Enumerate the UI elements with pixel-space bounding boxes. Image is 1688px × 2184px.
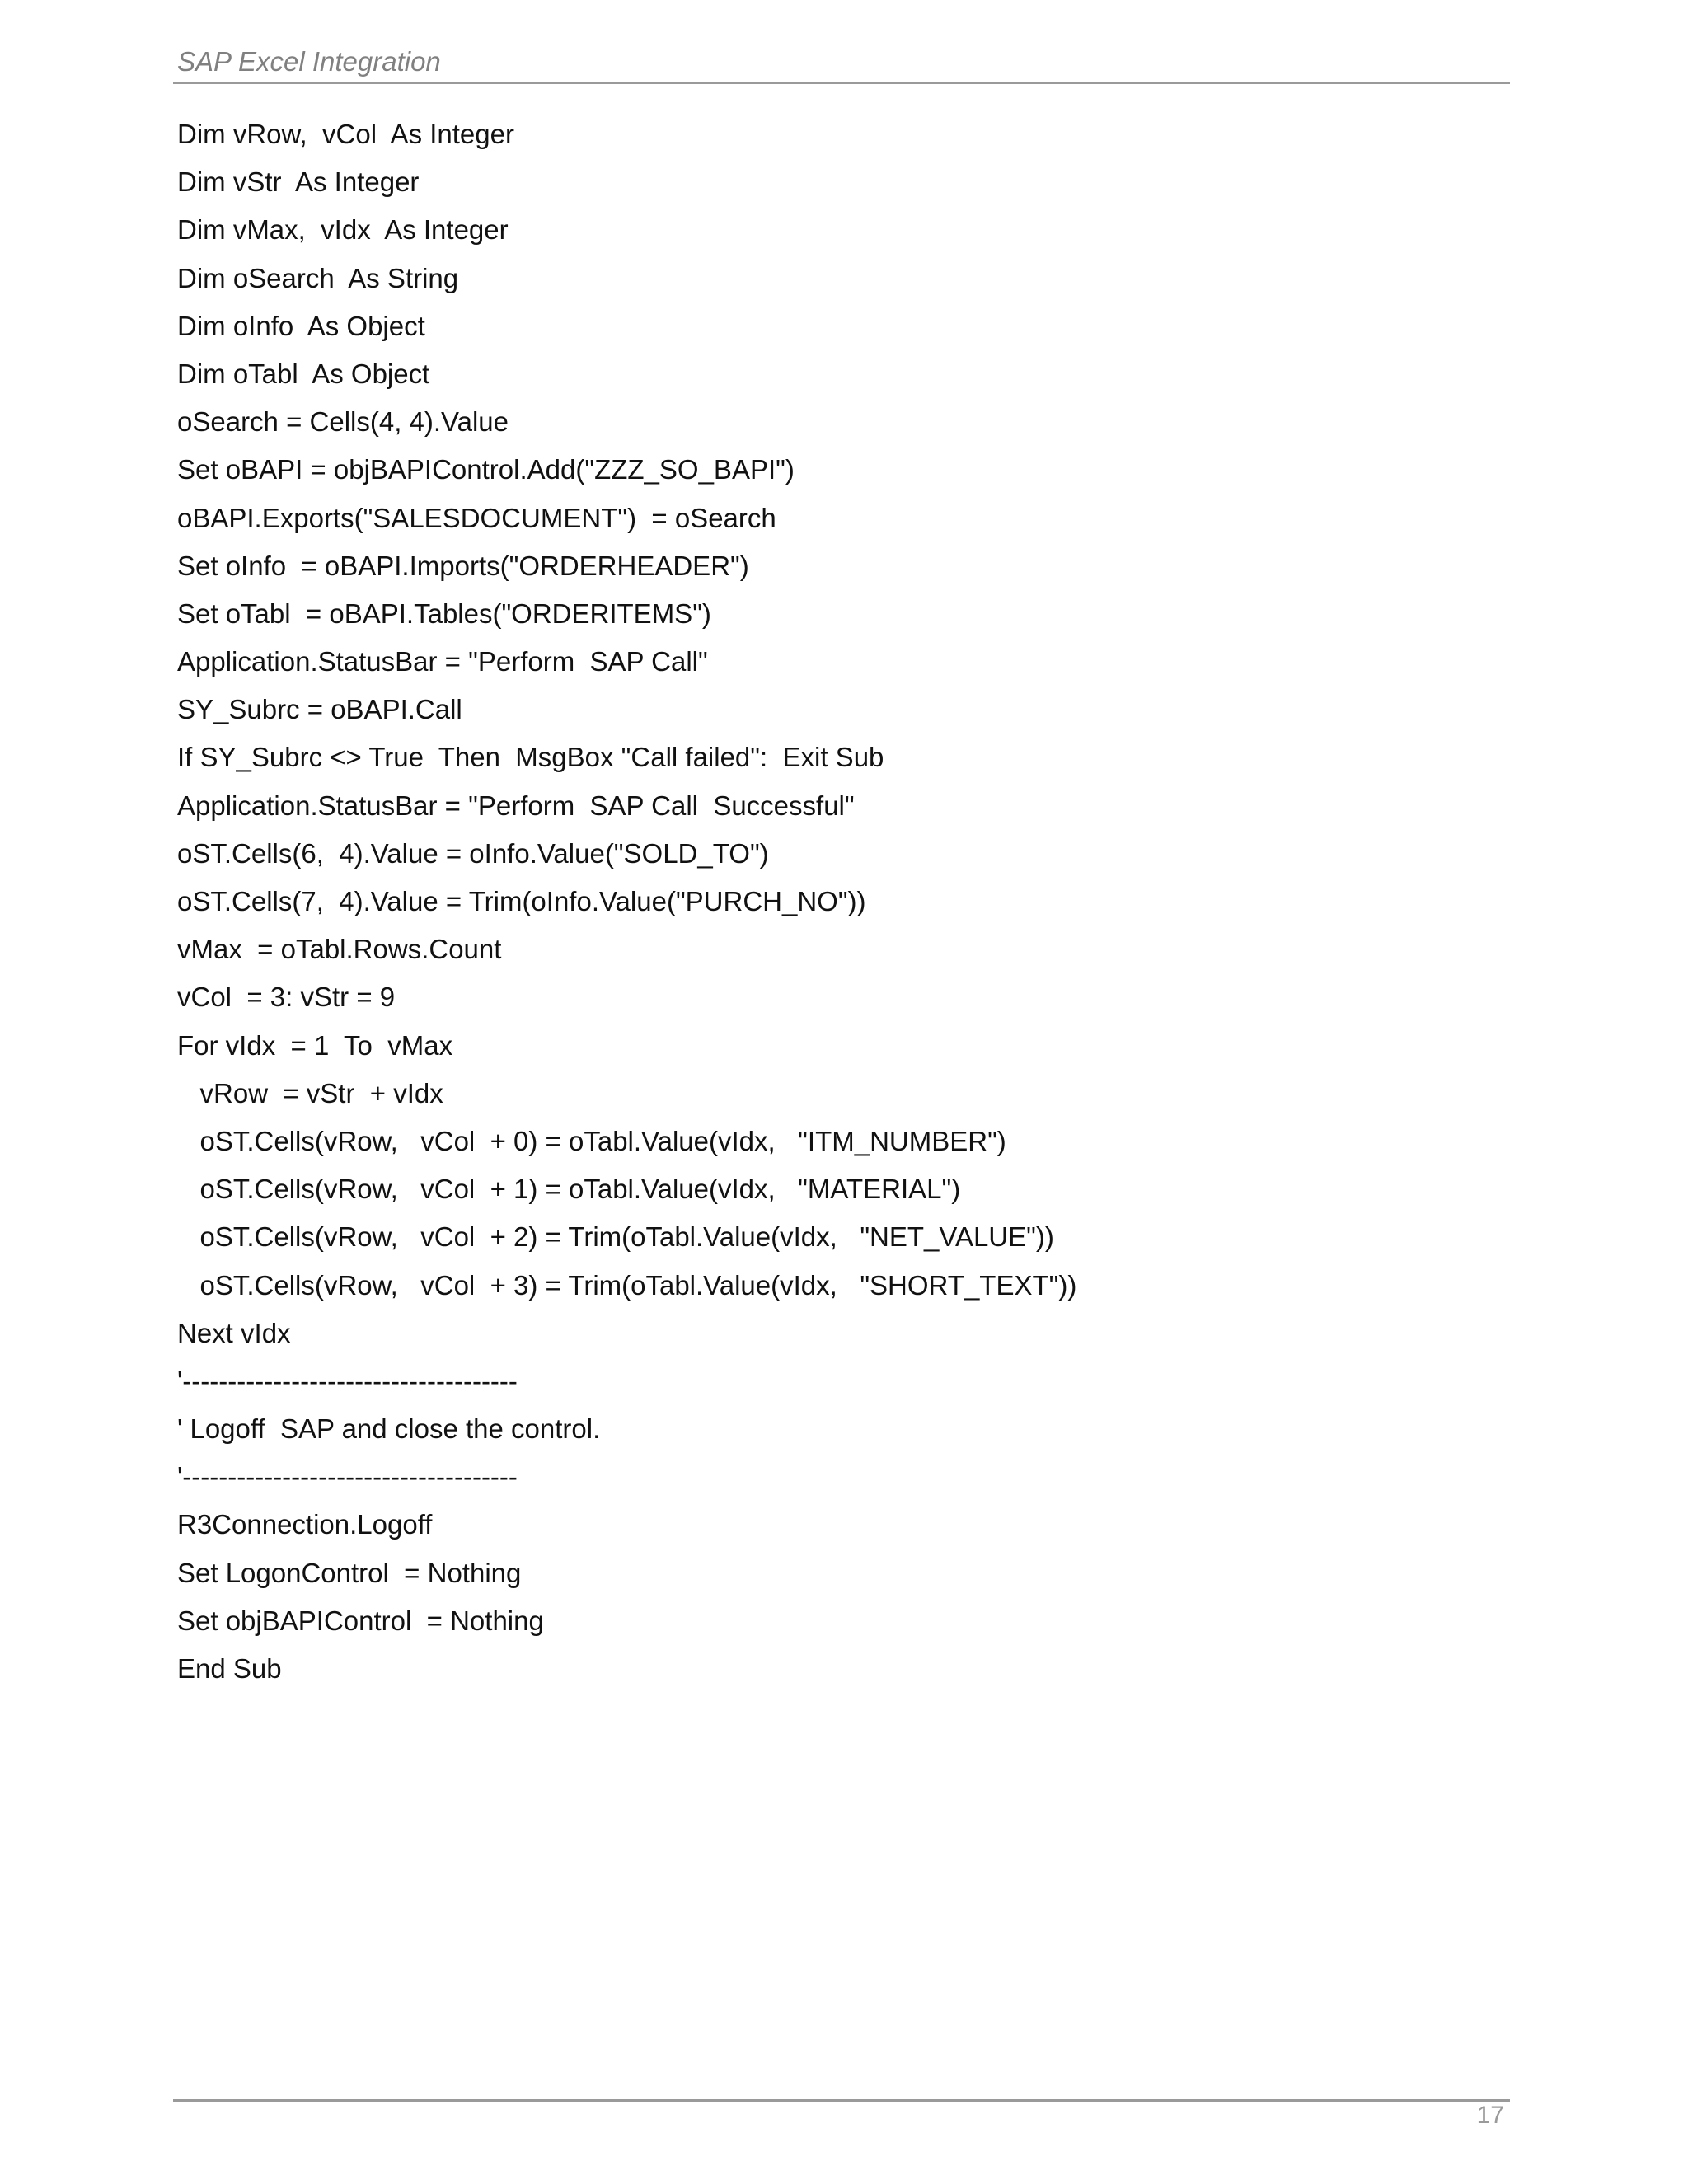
code-line: Dim vRow, vCol As Integer bbox=[177, 119, 514, 149]
code-line: oST.Cells(vRow, vCol + 0) = oTabl.Value(vIdx, "ITM_NUMBER") bbox=[177, 1125, 1006, 1156]
code-line: Dim oSearch As String bbox=[177, 262, 459, 293]
code-line: Set oInfo = oBAPI.Imports("ORDERHEADER") bbox=[177, 550, 749, 581]
code-line: '------------------------------------- bbox=[177, 1365, 518, 1396]
code-line: oBAPI.Exports("SALESDOCUMENT") = oSearch bbox=[177, 502, 776, 533]
code-line: Application.StatusBar = "Perform SAP Call" bbox=[177, 646, 708, 677]
code-line: Set objBAPIControl = Nothing bbox=[177, 1605, 544, 1636]
header-divider bbox=[173, 82, 1510, 84]
footer-divider bbox=[173, 2099, 1510, 2102]
code-line: vMax = oTabl.Rows.Count bbox=[177, 934, 502, 965]
code-line: vCol = 3: vStr = 9 bbox=[177, 982, 396, 1013]
code-line: oSearch = Cells(4, 4).Value bbox=[177, 406, 509, 438]
code-line: Dim vStr As Integer bbox=[177, 166, 420, 198]
code-line: oST.Cells(7, 4).Value = Trim(oInfo.Value("PURCH_NO")) bbox=[177, 886, 866, 916]
code-line: If SY_Subrc <> True Then MsgBox "Call failed": Exit Sub bbox=[177, 742, 884, 773]
code-line: '------------------------------------- bbox=[177, 1461, 518, 1493]
code-line: oST.Cells(vRow, vCol + 3) = Trim(oTabl.Value(vIdx, "SHORT_TEXT")) bbox=[177, 1269, 1077, 1301]
code-line: Application.StatusBar = "Perform SAP Call Successful" bbox=[177, 790, 855, 821]
code-line: Dim vMax, vIdx As Integer bbox=[177, 214, 509, 246]
page-number: 17 bbox=[1476, 2102, 1504, 2129]
code-line: Dim oInfo As Object bbox=[177, 310, 425, 341]
code-line: End Sub bbox=[177, 1653, 282, 1684]
code-line: R3Connection.Logoff bbox=[177, 1509, 433, 1540]
code-line: oST.Cells(vRow, vCol + 1) = oTabl.Value(vIdx, "MATERIAL") bbox=[177, 1174, 961, 1205]
code-listing bbox=[177, 117, 1496, 1699]
code-line: Next vIdx bbox=[177, 1317, 291, 1348]
code-line: Dim oTabl As Object bbox=[177, 358, 430, 389]
code-line: oST.Cells(vRow, vCol + 2) = Trim(oTabl.Value(vIdx, "NET_VALUE")) bbox=[177, 1221, 1054, 1253]
code-line: Set oBAPI = objBAPIControl.Add("ZZZ_SO_BAPI") bbox=[177, 454, 795, 485]
code-line: SY_Subrc = oBAPI.Call bbox=[177, 694, 462, 725]
running-header-title: SAP Excel Integration bbox=[177, 46, 441, 77]
code-line: oST.Cells(6, 4).Value = oInfo.Value("SOLD_TO") bbox=[177, 837, 769, 869]
code-line: Set oTabl = oBAPI.Tables("ORDERITEMS") bbox=[177, 598, 711, 629]
code-line: ' Logoff SAP and close the control. bbox=[177, 1413, 601, 1445]
code-line: Set LogonControl = Nothing bbox=[177, 1557, 522, 1588]
code-line: vRow = vStr + vIdx bbox=[177, 1077, 443, 1108]
code-line: For vIdx = 1 To vMax bbox=[177, 1029, 453, 1061]
